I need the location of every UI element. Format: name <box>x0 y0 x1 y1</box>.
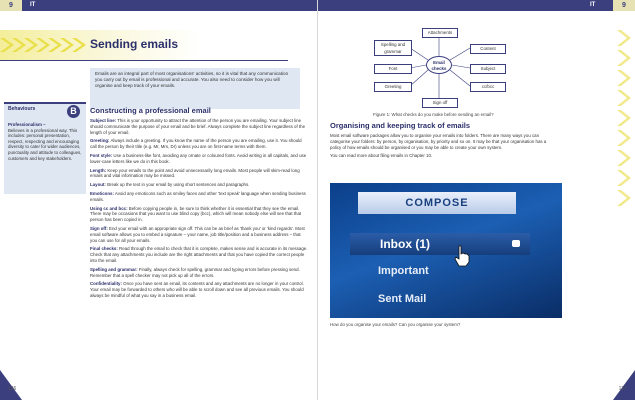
photo-caption: How do you organise your emails? Can you organise your system? <box>330 322 461 327</box>
behaviours-header <box>4 104 86 116</box>
paragraph-text: End your email with an appropriate sign off. This can be as brief as 'thank you' or 'kind regards'. Most email software allows you to embed a signature – your name, job title/position and a business address – that you can use for all your emails. <box>90 225 305 243</box>
chapter-label: IT <box>30 2 36 8</box>
paragraph-term: Sign off: <box>90 225 108 231</box>
paragraph-text: Avoid any emoticons such as smiley faces and other 'text speak' language when sending business emails. <box>90 190 306 202</box>
paragraph <box>90 138 308 150</box>
behaviours-box <box>4 102 86 194</box>
hand-cursor-icon <box>452 245 472 267</box>
paragraph-text: Once you have sent an email, its contents and any attachments are no longer in your control. Your email may be forwarded to others who will be able to scroll down and see all previous emails. You should always be mindful of what you say in a business email. <box>90 281 304 298</box>
paragraph-text: Use a business-like font, avoiding any ornate or coloured fonts. Avoid writing in all capitals, and use lower-case letters like we do in this book. <box>90 152 307 164</box>
paragraph-text: Before copying people in, be sure to think whether it is essential that they see the email. There may be occasions that you want to use blind copy (bcc), which will mean nobody else will see that that person has been copied in. <box>90 205 302 223</box>
paragraph <box>90 182 308 188</box>
paragraph-list <box>90 118 308 299</box>
photo-important-label: Important <box>378 265 429 277</box>
paragraph-term: Layout: <box>90 182 106 188</box>
corner-triangle-decoration <box>613 370 635 400</box>
header-bar <box>0 0 317 11</box>
chapter-number: 9 <box>0 0 22 11</box>
paragraph-text: Keep your emails to the point and avoid unnecessarily long emails. Most people will skim-read long emails and vital information may be missed. <box>90 167 300 179</box>
behaviours-label: Behaviours <box>8 106 36 112</box>
node-spelling: Spelling and grammar <box>374 40 412 56</box>
node-signoff: Sign off <box>422 98 458 108</box>
paragraph <box>90 168 308 180</box>
photo-compose-button: COMPOSE <box>358 192 516 214</box>
photo-inbox-row <box>350 233 530 255</box>
node-content: Content <box>470 44 506 54</box>
paragraph-text: Break up the text in your email by using short sentences and paragraphs. <box>105 182 250 188</box>
chevron-decoration <box>613 30 635 210</box>
paragraph-term: Using cc and bcc: <box>90 205 128 211</box>
node-attachments: Attachments <box>422 28 458 38</box>
paragraph-term: Spelling and grammar: <box>90 266 138 272</box>
email-checks-diagram <box>370 28 520 110</box>
behaviours-badge-icon: B <box>67 105 80 118</box>
paragraph-text: This is your opportunity to attract the attention of the person you are emailing. Your subject line should communicate the purpose of your email and be brief. Always complete the subject line regardless of the length of your email. <box>90 118 306 135</box>
page-number: 126 <box>8 386 17 392</box>
photo-sent-label: Sent Mail <box>378 293 427 305</box>
paragraph: You can read more about filing emails in Chapter 10. <box>330 153 433 159</box>
email-photo <box>330 183 562 318</box>
paragraph-term: Subject line: <box>90 118 117 123</box>
node-ccbcc: cc/bcc <box>470 82 506 92</box>
paragraph-term: Length: <box>90 167 107 173</box>
paragraph <box>90 206 308 223</box>
node-subject: Subject <box>470 64 506 74</box>
intro-box: Emails are an integral part of most organisations' activities, so it is vital that any communication you carry out by email is professional and accurate. You also need to consider how you will organise and keep track of your emails. <box>90 68 300 109</box>
paragraph <box>90 191 308 203</box>
diagram-center: Email checks <box>426 56 452 74</box>
paragraph <box>90 281 308 298</box>
paragraph-term: Confidentiality: <box>90 281 122 287</box>
node-greeting: Greeting <box>374 82 412 92</box>
chapter-number: 9 <box>613 0 635 11</box>
arrows-decoration <box>0 36 86 54</box>
paragraph <box>90 118 308 135</box>
page-number: 127 <box>618 386 627 392</box>
paragraph-term: Greeting: <box>90 138 110 144</box>
paragraph-text: Finally, always check for spelling, grammar and typing errors before pressing send. Remember that a spell checker may not pick up all of the errors. <box>90 266 300 278</box>
corner-triangle-decoration <box>0 370 22 400</box>
section-heading: Constructing a professional email <box>90 106 211 115</box>
paragraph <box>90 153 308 165</box>
paragraph-term: Final checks: <box>90 246 118 252</box>
left-page <box>0 0 317 400</box>
paragraph <box>90 267 308 279</box>
figure-caption: Figure 1: What checks do you make before sending an email? <box>373 112 494 117</box>
chapter-label: IT <box>590 2 596 8</box>
paragraph <box>90 246 308 263</box>
paragraph <box>90 226 308 243</box>
inbox-badge-icon <box>512 240 520 247</box>
page-title: Sending emails <box>90 37 179 51</box>
paragraph-text: Read through the email to check that it is complete, makes sense and is accurate in its message. Check that any attachments you include are the right attachments and that you have copied the correct people into the email. <box>90 246 308 263</box>
right-page <box>318 0 635 400</box>
paragraph-term: Font style: <box>90 152 113 158</box>
photo-inbox-label: Inbox (1) <box>380 237 430 251</box>
behaviours-description: Believes in a professional way. This includes: personal presentation, respect, respecting and encouraging diversity to cater for wider audiences, punctuality and attitude to colleagues, customers and key stakeholders. <box>8 127 82 161</box>
paragraph-text: Always include a greeting. If you know the name of the person you are emailing, use it. You should call the person by their title (e.g. Mr, Mrs, Dr) unless you are on first-name terms with them. <box>90 138 302 150</box>
paragraph: Most email software packages allow you to organise your emails into folders. There are many ways you can categorise your folders: by person, by organisation, by priority and so on. It may be that your organisation has a policy of how emails should be organised or you may be able to create your own system. <box>330 133 547 150</box>
main-content <box>90 106 308 302</box>
section-heading: Organising and keeping track of emails <box>330 121 471 130</box>
header-bar <box>318 0 635 11</box>
node-font: Font <box>374 64 412 74</box>
behaviours-term: Professionalism – <box>8 122 46 127</box>
right-content <box>330 121 552 162</box>
behaviours-text <box>8 122 84 161</box>
paragraph-term: Emoticons: <box>90 190 114 196</box>
